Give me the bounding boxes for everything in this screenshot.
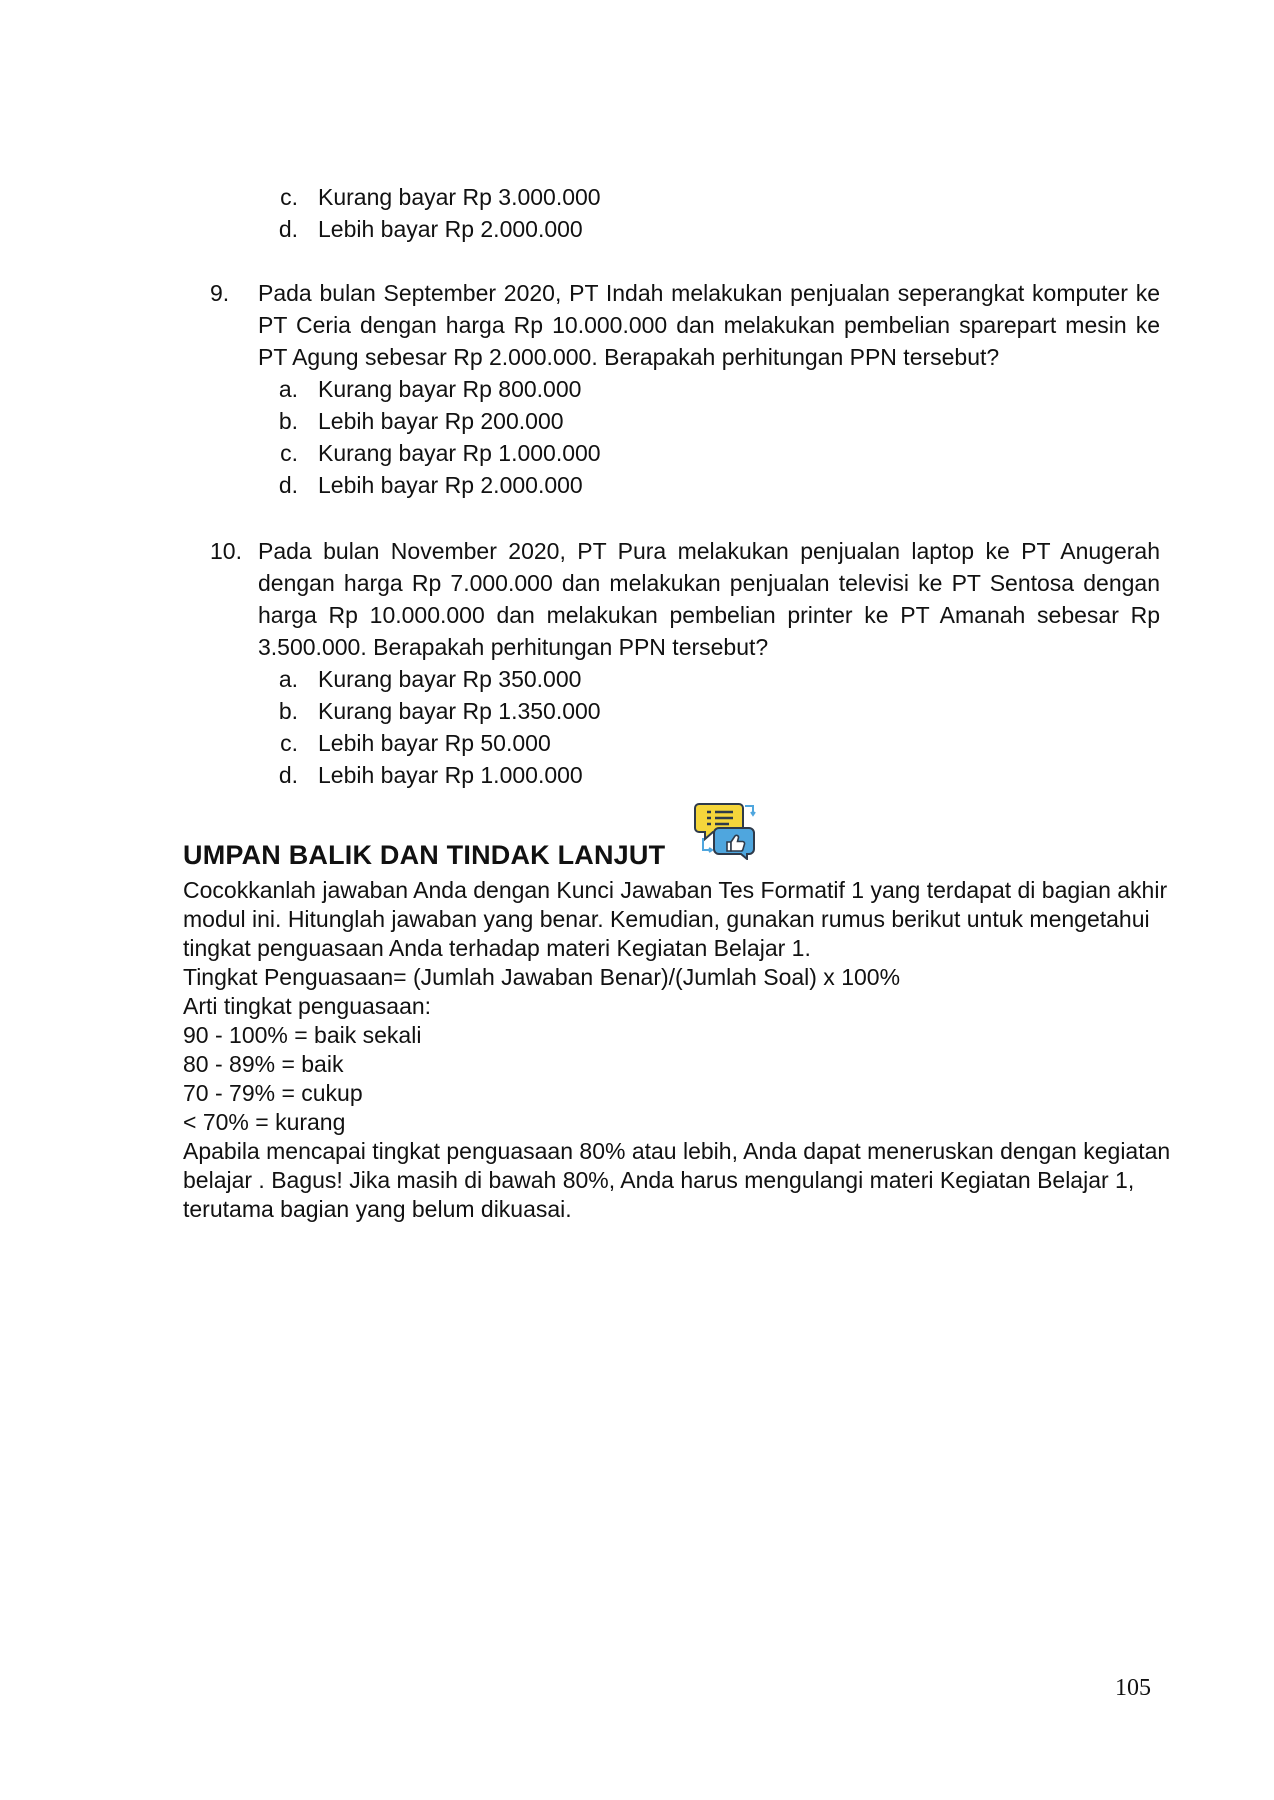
option-text: Kurang bayar Rp 1.000.000 <box>318 440 601 466</box>
option-letter: d. <box>278 472 298 498</box>
mastery-level: 70 - 79% = cukup <box>183 1080 363 1106</box>
feedback-body <box>183 876 1173 1224</box>
question-number: 10. <box>210 538 242 564</box>
page-number: 105 <box>1115 1675 1151 1701</box>
option-letter: c. <box>280 440 298 466</box>
option-text: Lebih bayar Rp 2.000.000 <box>318 472 583 498</box>
option-letter: d. <box>278 762 298 788</box>
option-text: Kurang bayar Rp 350.000 <box>318 666 582 692</box>
option-letter: a. <box>278 376 298 402</box>
option-text: Kurang bayar Rp 3.000.000 <box>318 184 601 210</box>
feedback-paragraph: Apabila mencapai tingkat penguasaan 80% atau lebih, Anda dapat meneruskan dengan kegiatan belajar . Bagus! Jika masih di bawah 80%, Anda harus mengulangi materi Kegiatan Belajar 1, terutama bagian yang belum dikuasai. <box>183 1138 1171 1222</box>
mastery-level: < 70% = kurang <box>183 1109 346 1135</box>
mastery-level: 80 - 89% = baik <box>183 1051 344 1077</box>
option-letter: d. <box>278 216 298 242</box>
option-letter: a. <box>278 666 298 692</box>
feedback-chat-thumbs-up-icon <box>693 798 759 860</box>
question-stem: Pada bulan September 2020, PT Indah melakukan penjualan seperangkat komputer ke PT Ceria dengan harga Rp 10.000.000 dan melakukan pembelian sparepart mesin ke PT Agung sebesar Rp 2.000.000. Berapakah perhitungan PPN tersebut? <box>258 280 1160 370</box>
question-stem: Pada bulan November 2020, PT Pura melakukan penjualan laptop ke PT Anugerah dengan harga Rp 7.000.000 dan melakukan penjualan televisi ke PT Sentosa dengan harga Rp 10.000.000 dan melakukan pembelian printer ke PT Amanah sebesar Rp 3.500.000. Berapakah perhitungan PPN tersebut? <box>258 538 1160 660</box>
option-text: Kurang bayar Rp 800.000 <box>318 376 582 402</box>
feedback-paragraph: Cocokkanlah jawaban Anda dengan Kunci Jawaban Tes Formatif 1 yang terdapat di bagian akhir modul ini. Hitunglah jawaban yang benar. Kemudian, gunakan rumus berikut untuk mengetahui tingkat penguasaan Anda terhadap materi Kegiatan Belajar 1. <box>183 877 1168 961</box>
mastery-heading: Arti tingkat penguasaan: <box>183 993 432 1019</box>
option-text: Kurang bayar Rp 1.350.000 <box>318 698 601 724</box>
option-text: Lebih bayar Rp 1.000.000 <box>318 762 583 788</box>
option-letter: b. <box>278 408 298 434</box>
question-10 <box>210 535 1160 663</box>
option-text: Lebih bayar Rp 2.000.000 <box>318 216 583 242</box>
option-letter: b. <box>278 698 298 724</box>
option-letter: c. <box>280 730 298 756</box>
option-letter: c. <box>280 184 298 210</box>
option-text: Lebih bayar Rp 200.000 <box>318 408 564 434</box>
mastery-formula: Tingkat Penguasaan= (Jumlah Jawaban Benar)/(Jumlah Soal) x 100% <box>183 964 901 990</box>
option-text: Lebih bayar Rp 50.000 <box>318 730 551 756</box>
mastery-level: 90 - 100% = baik sekali <box>183 1022 422 1048</box>
section-title: UMPAN BALIK DAN TINDAK LANJUT <box>183 840 666 870</box>
question-number: 9. <box>210 280 230 306</box>
question-9 <box>210 277 1160 373</box>
